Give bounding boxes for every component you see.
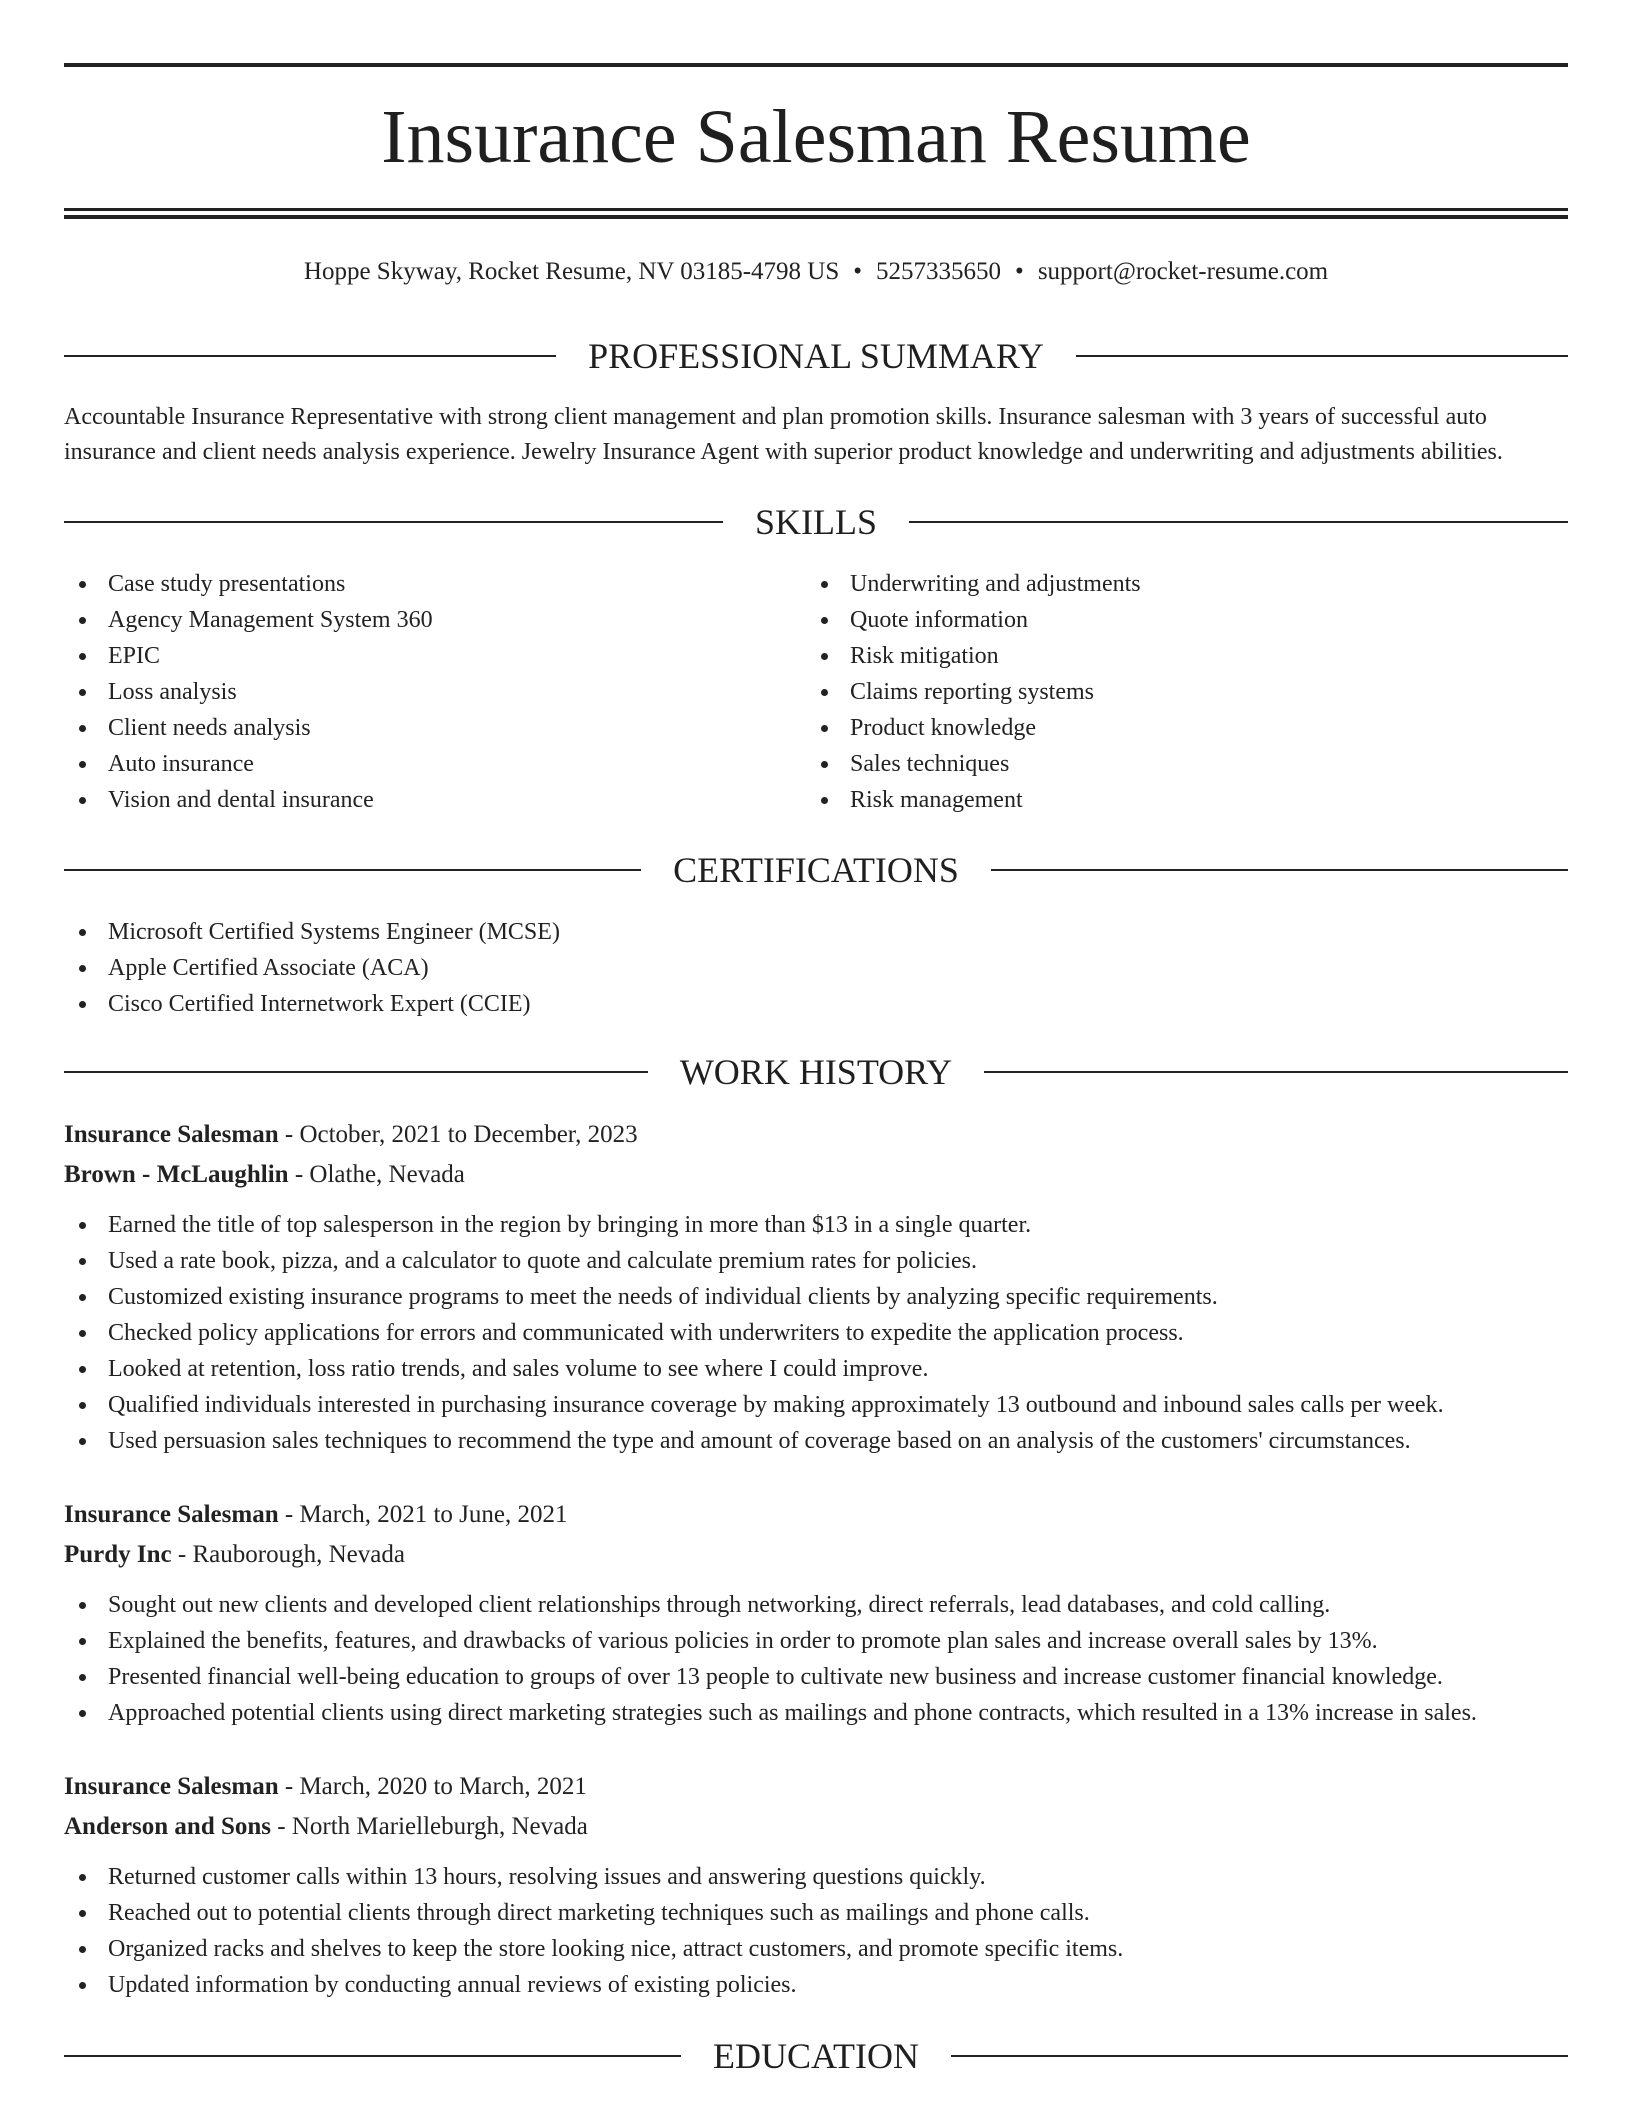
job-entry bbox=[64, 1767, 1568, 2003]
job-duty: Presented financial well-being education to groups of over 13 people to cultivate new business and increase customer financial knowledge. bbox=[64, 1659, 1568, 1695]
job-duty: Updated information by conducting annual reviews of existing policies. bbox=[64, 1967, 1568, 2003]
section-header-summary bbox=[64, 334, 1568, 378]
section-rule bbox=[984, 1071, 1568, 1073]
skill-item: Case study presentations bbox=[64, 566, 804, 602]
job-entry bbox=[64, 1115, 1568, 1459]
job-duty: Organized racks and shelves to keep the store looking nice, attract customers, and promote specific items. bbox=[64, 1931, 1568, 1967]
section-header-skills bbox=[64, 500, 1568, 544]
job-duty: Earned the title of top salesperson in the region by bringing in more than $13 in a single quarter. bbox=[64, 1207, 1568, 1243]
skill-item: Vision and dental insurance bbox=[64, 782, 804, 818]
skill-item: Product knowledge bbox=[806, 710, 1566, 746]
job-company-line bbox=[64, 1155, 1568, 1195]
job-duty: Used persuasion sales techniques to recommend the type and amount of coverage based on an analysis of the customers' circumstances. bbox=[64, 1423, 1568, 1459]
certification-item: Apple Certified Associate (ACA) bbox=[64, 950, 1568, 986]
job-dates: - October, 2021 to December, 2023 bbox=[278, 1121, 638, 1148]
job-title-line bbox=[64, 1767, 1568, 1807]
section-header-education bbox=[64, 2034, 1568, 2078]
skill-item: EPIC bbox=[64, 638, 804, 674]
job-title: Insurance Salesman bbox=[64, 1501, 279, 1528]
section-rule bbox=[64, 355, 556, 357]
job-dates: - March, 2020 to March, 2021 bbox=[278, 1773, 587, 1800]
job-title-line bbox=[64, 1495, 1568, 1535]
job-duties-list bbox=[64, 1859, 1568, 2003]
top-rule bbox=[64, 63, 1568, 67]
job-duty: Sought out new clients and developed client relationships through networking, direct referrals, lead databases, and cold calling. bbox=[64, 1587, 1568, 1623]
summary-text: Accountable Insurance Representative with strong client management and plan promotion skills. Insurance salesman with 3 years of successful auto insurance and client needs analysis experience. Jewelry Insurance Agent with superior product knowledge and underwriting and adjustments abilities. bbox=[64, 404, 1503, 465]
section-rule bbox=[1076, 355, 1568, 357]
section-title: PROFESSIONAL SUMMARY bbox=[588, 336, 1044, 376]
section-title: SKILLS bbox=[755, 502, 878, 542]
skill-item: Risk management bbox=[806, 782, 1566, 818]
job-duty: Qualified individuals interested in purchasing insurance coverage by making approximately 13 outbound and inbound sales calls per week. bbox=[64, 1387, 1568, 1423]
job-duty: Approached potential clients using direct marketing strategies such as mailings and phone contracts, which resulted in a 13% increase in sales. bbox=[64, 1695, 1568, 1731]
skills-list-left bbox=[64, 566, 804, 818]
section-rule bbox=[909, 521, 1568, 523]
job-company: Purdy Inc bbox=[64, 1541, 172, 1568]
job-duty: Explained the benefits, features, and drawbacks of various policies in order to promote plan sales and increase overall sales by 13%. bbox=[64, 1623, 1568, 1659]
job-duty: Reached out to potential clients through direct marketing techniques such as mailings and phone calls. bbox=[64, 1895, 1568, 1931]
job-duty: Used a rate book, pizza, and a calculator to quote and calculate premium rates for policies. bbox=[64, 1243, 1568, 1279]
job-title: Insurance Salesman bbox=[64, 1121, 279, 1148]
job-duty: Returned customer calls within 13 hours, resolving issues and answering questions quickly. bbox=[64, 1859, 1568, 1895]
section-header-work-history bbox=[64, 1050, 1568, 1094]
skill-item: Quote information bbox=[806, 602, 1566, 638]
certifications-list bbox=[64, 914, 1568, 1022]
section-header-certifications bbox=[64, 848, 1568, 892]
certification-item: Cisco Certified Internetwork Expert (CCIE) bbox=[64, 986, 1568, 1022]
title-rule-upper bbox=[64, 208, 1568, 211]
contact-phone: 5257335650 bbox=[876, 258, 1002, 285]
job-duty: Looked at retention, loss ratio trends, and sales volume to see where I could improve. bbox=[64, 1351, 1568, 1387]
page-title: Insurance Salesman Resume bbox=[381, 95, 1251, 179]
section-title: EDUCATION bbox=[713, 2036, 919, 2076]
job-location: - North Marielleburgh, Nevada bbox=[271, 1813, 588, 1840]
contact-address: Hoppe Skyway, Rocket Resume, NV 03185-4798 US bbox=[303, 258, 840, 285]
section-rule bbox=[64, 2055, 681, 2057]
skill-item: Sales techniques bbox=[806, 746, 1566, 782]
job-title-line bbox=[64, 1115, 1568, 1155]
job-company: Anderson and Sons bbox=[64, 1813, 272, 1840]
section-title: WORK HISTORY bbox=[679, 1052, 953, 1092]
section-rule bbox=[64, 869, 641, 871]
job-duties-list bbox=[64, 1207, 1568, 1459]
job-company-line bbox=[64, 1535, 1568, 1575]
skills-list-right bbox=[806, 566, 1566, 818]
skill-item: Underwriting and adjustments bbox=[806, 566, 1566, 602]
contact-email: support@rocket-resume.com bbox=[1037, 258, 1329, 285]
job-duty: Checked policy applications for errors and communicated with underwriters to expedite the application process. bbox=[64, 1315, 1568, 1351]
job-location: - Rauborough, Nevada bbox=[171, 1541, 405, 1568]
skill-item: Client needs analysis bbox=[64, 710, 804, 746]
skill-item: Risk mitigation bbox=[806, 638, 1566, 674]
skill-item: Auto insurance bbox=[64, 746, 804, 782]
job-company: Brown - McLaughlin bbox=[64, 1161, 289, 1188]
job-title: Insurance Salesman bbox=[64, 1773, 279, 1800]
section-rule bbox=[64, 1071, 648, 1073]
section-rule bbox=[991, 869, 1568, 871]
section-rule bbox=[64, 521, 723, 523]
job-duty: Customized existing insurance programs to meet the needs of individual clients by analyzing specific requirements. bbox=[64, 1279, 1568, 1315]
title-rule-lower bbox=[64, 215, 1568, 219]
contact-line bbox=[64, 256, 1568, 288]
skill-item: Claims reporting systems bbox=[806, 674, 1566, 710]
job-location: - Olathe, Nevada bbox=[288, 1161, 465, 1188]
contact-separator: • bbox=[853, 258, 863, 285]
job-dates: - March, 2021 to June, 2021 bbox=[278, 1501, 568, 1528]
skill-item: Agency Management System 360 bbox=[64, 602, 804, 638]
job-company-line bbox=[64, 1807, 1568, 1847]
skill-item: Loss analysis bbox=[64, 674, 804, 710]
section-rule bbox=[951, 2055, 1568, 2057]
job-entry bbox=[64, 1495, 1568, 1731]
certification-item: Microsoft Certified Systems Engineer (MCSE) bbox=[64, 914, 1568, 950]
section-title: CERTIFICATIONS bbox=[673, 850, 959, 890]
job-duties-list bbox=[64, 1587, 1568, 1731]
contact-separator: • bbox=[1015, 258, 1024, 285]
